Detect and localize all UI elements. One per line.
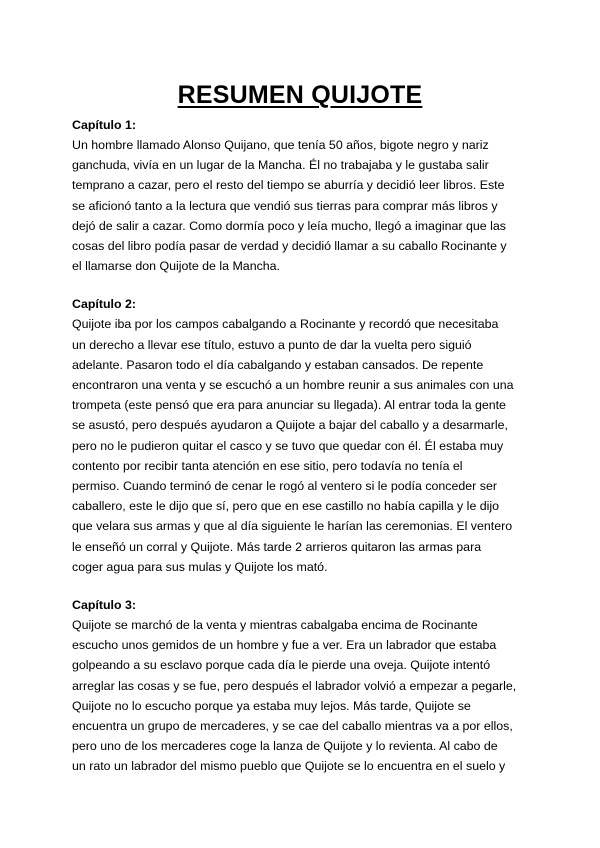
chapter-3-heading: Capítulo 3: bbox=[72, 598, 137, 613]
text-line: caballero, este le dijo que sí, pero que en ese castillo no había capilla y le dijo bbox=[72, 499, 500, 514]
text-line: trompeta (este pensó que era para anunciar su llegada). Al entrar toda la gente bbox=[72, 398, 506, 413]
chapter-1-section bbox=[72, 115, 532, 276]
text-line: que velara sus armas y que al día siguiente le harían las ceremonias. El ventero bbox=[72, 519, 513, 534]
text-line: golpeando a su esclavo porque cada día le pierde una oveja. Quijote intentó bbox=[72, 658, 491, 673]
text-line: el llamarse don Quijote de la Mancha. bbox=[72, 259, 281, 274]
text-line: coger agua para sus mulas y Quijote los mató. bbox=[72, 559, 328, 574]
document-title: RESUMEN QUIJOTE bbox=[177, 81, 423, 109]
chapter-1-paragraph bbox=[72, 135, 532, 276]
text-line: pero uno de los mercaderes coge la lanza de Quijote y lo revienta. Al cabo de bbox=[72, 739, 498, 754]
text-line: cosas del libro podía pasar de verdad y decidió llamar a su caballo Rocinante y bbox=[72, 239, 507, 254]
text-line: Quijote iba por los campos cabalgando a Rocinante y recordó que necesitaba bbox=[72, 317, 499, 332]
text-line: pero no le pudieron quitar el casco y se tuvo que quedar con él. Él estaba muy bbox=[72, 438, 504, 453]
text-line: escucho unos gemidos de un hombre y fue a ver. Era un labrador que estaba bbox=[72, 638, 497, 653]
text-line: temprano a cazar, pero el resto del tiempo se aburría y decidió leer libros. Este bbox=[72, 178, 505, 193]
text-line: arreglar las cosas y se fue, pero después el labrador volvió a empezar a pegarle, bbox=[72, 678, 517, 693]
text-line: encontraron una venta y se escuchó a un hombre reunir a sus animales con una bbox=[72, 378, 514, 393]
text-line: un derecho a llevar ese título, estuvo a punto de dar la vuelta pero siguió bbox=[72, 337, 472, 352]
text-line: un rato un labrador del mismo pueblo que Quijote se lo encuentra en el suelo y bbox=[72, 759, 506, 774]
chapter-3-paragraph bbox=[72, 615, 532, 777]
text-line: le enseñó un corral y Quijote. Más tarde 2 arrieros quitaron las armas para bbox=[72, 539, 482, 554]
text-line: se aficionó tanto a la lectura que vendió sus tierras para comprar más libros y bbox=[72, 198, 498, 213]
text-line: permiso. Cuando terminó de cenar le rogó al ventero si le podía conceder ser bbox=[72, 479, 497, 494]
chapter-2-section bbox=[72, 294, 532, 577]
chapter-3-section bbox=[72, 595, 532, 777]
text-line: dejó de salir a cazar. Como dormía poco y leía mucho, llegó a imaginar que las bbox=[72, 218, 506, 233]
text-line: encuentra un grupo de mercaderes, y se cae del caballo mientras va a por ellos, bbox=[72, 719, 513, 734]
text-line: se asustó, pero después ayudaron a Quijote a bajar del caballo y a desarmarle, bbox=[72, 418, 509, 433]
text-line: adelante. Pasaron todo el día cabalgando y estaban cansados. De repente bbox=[72, 357, 484, 372]
text-line: Un hombre llamado Alonso Quijano, que tenía 50 años, bigote negro y nariz bbox=[72, 138, 489, 152]
chapter-1-heading: Capítulo 1: bbox=[72, 118, 137, 132]
chapter-2-heading: Capítulo 2: bbox=[72, 297, 137, 312]
text-line: ganchuda, vivía en un lugar de la Mancha. Él no trabajaba y le gustaba salir bbox=[72, 158, 489, 173]
text-line: contento por recibir tanta atención en ese sitio, pero todavía no tenía el bbox=[72, 458, 463, 473]
chapter-2-paragraph bbox=[72, 314, 532, 577]
text-line: Quijote no lo escucho porque ya estaba muy lejos. Más tarde, Quijote se bbox=[72, 698, 471, 713]
text-line: Quijote se marchó de la venta y mientras cabalgaba encima de Rocinante bbox=[72, 618, 478, 633]
document-body bbox=[72, 115, 532, 795]
